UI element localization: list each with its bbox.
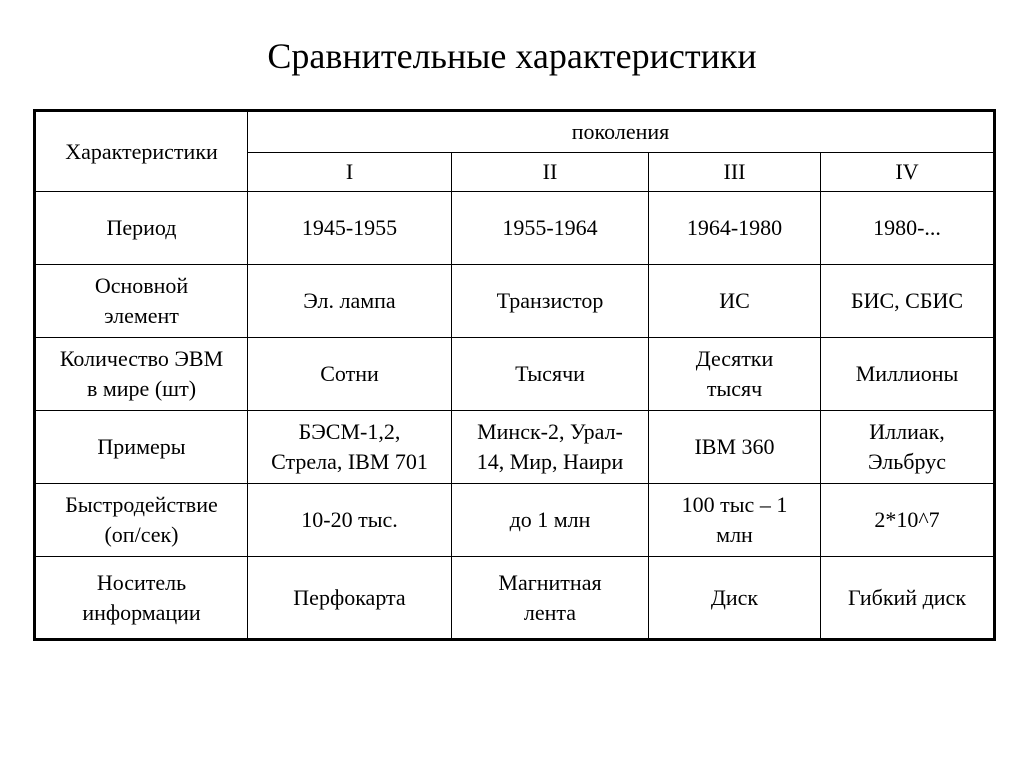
table-row bbox=[35, 265, 995, 338]
table-cell: до 1 млн bbox=[452, 484, 649, 557]
table-row bbox=[35, 411, 995, 484]
page-title: Сравнительные характеристики bbox=[267, 36, 757, 76]
table-cell: Перфокарта bbox=[248, 557, 452, 640]
table-cell: БЭСМ-1,2, Стрела, IBM 701 bbox=[248, 411, 452, 484]
generation-header: IV bbox=[821, 153, 995, 192]
generation-header: II bbox=[452, 153, 649, 192]
table-cell: БИС, СБИС bbox=[821, 265, 995, 338]
table-row bbox=[35, 557, 995, 640]
row-label: Примеры bbox=[35, 411, 248, 484]
row-label: Быстродействие (оп/сек) bbox=[35, 484, 248, 557]
table-cell: Тысячи bbox=[452, 338, 649, 411]
table-cell: 1964-1980 bbox=[649, 192, 821, 265]
generation-header: III bbox=[649, 153, 821, 192]
table-cell: 1945-1955 bbox=[248, 192, 452, 265]
comparison-table bbox=[33, 109, 996, 641]
table-cell: Диск bbox=[649, 557, 821, 640]
row-label: Количество ЭВМ в мире (шт) bbox=[35, 338, 248, 411]
table-cell: ИС bbox=[649, 265, 821, 338]
row-label: Основной элемент bbox=[35, 265, 248, 338]
table-cell: Магнитная лента bbox=[452, 557, 649, 640]
table-cell: Гибкий диск bbox=[821, 557, 995, 640]
table-row bbox=[35, 338, 995, 411]
table-row bbox=[35, 192, 995, 265]
table-cell: 10-20 тыс. bbox=[248, 484, 452, 557]
table-cell: 2*10^7 bbox=[821, 484, 995, 557]
table-cell: Эл. лампа bbox=[248, 265, 452, 338]
table-cell: Десятки тысяч bbox=[649, 338, 821, 411]
row-label: Носитель информации bbox=[35, 557, 248, 640]
table-cell: Иллиак, Эльбрус bbox=[821, 411, 995, 484]
table-cell: 1955-1964 bbox=[452, 192, 649, 265]
table-row bbox=[35, 484, 995, 557]
row-label: Период bbox=[35, 192, 248, 265]
generations-header: поколения bbox=[248, 111, 995, 153]
table-cell: Транзистор bbox=[452, 265, 649, 338]
generation-header: I bbox=[248, 153, 452, 192]
table-cell: Миллионы bbox=[821, 338, 995, 411]
table-cell: 100 тыс – 1 млн bbox=[649, 484, 821, 557]
table-cell: Сотни bbox=[248, 338, 452, 411]
header-row-generations bbox=[35, 111, 995, 153]
corner-header: Характеристики bbox=[35, 111, 248, 192]
table-cell: IBM 360 bbox=[649, 411, 821, 484]
table-cell: 1980-... bbox=[821, 192, 995, 265]
table-cell: Минск-2, Урал- 14, Мир, Наири bbox=[452, 411, 649, 484]
